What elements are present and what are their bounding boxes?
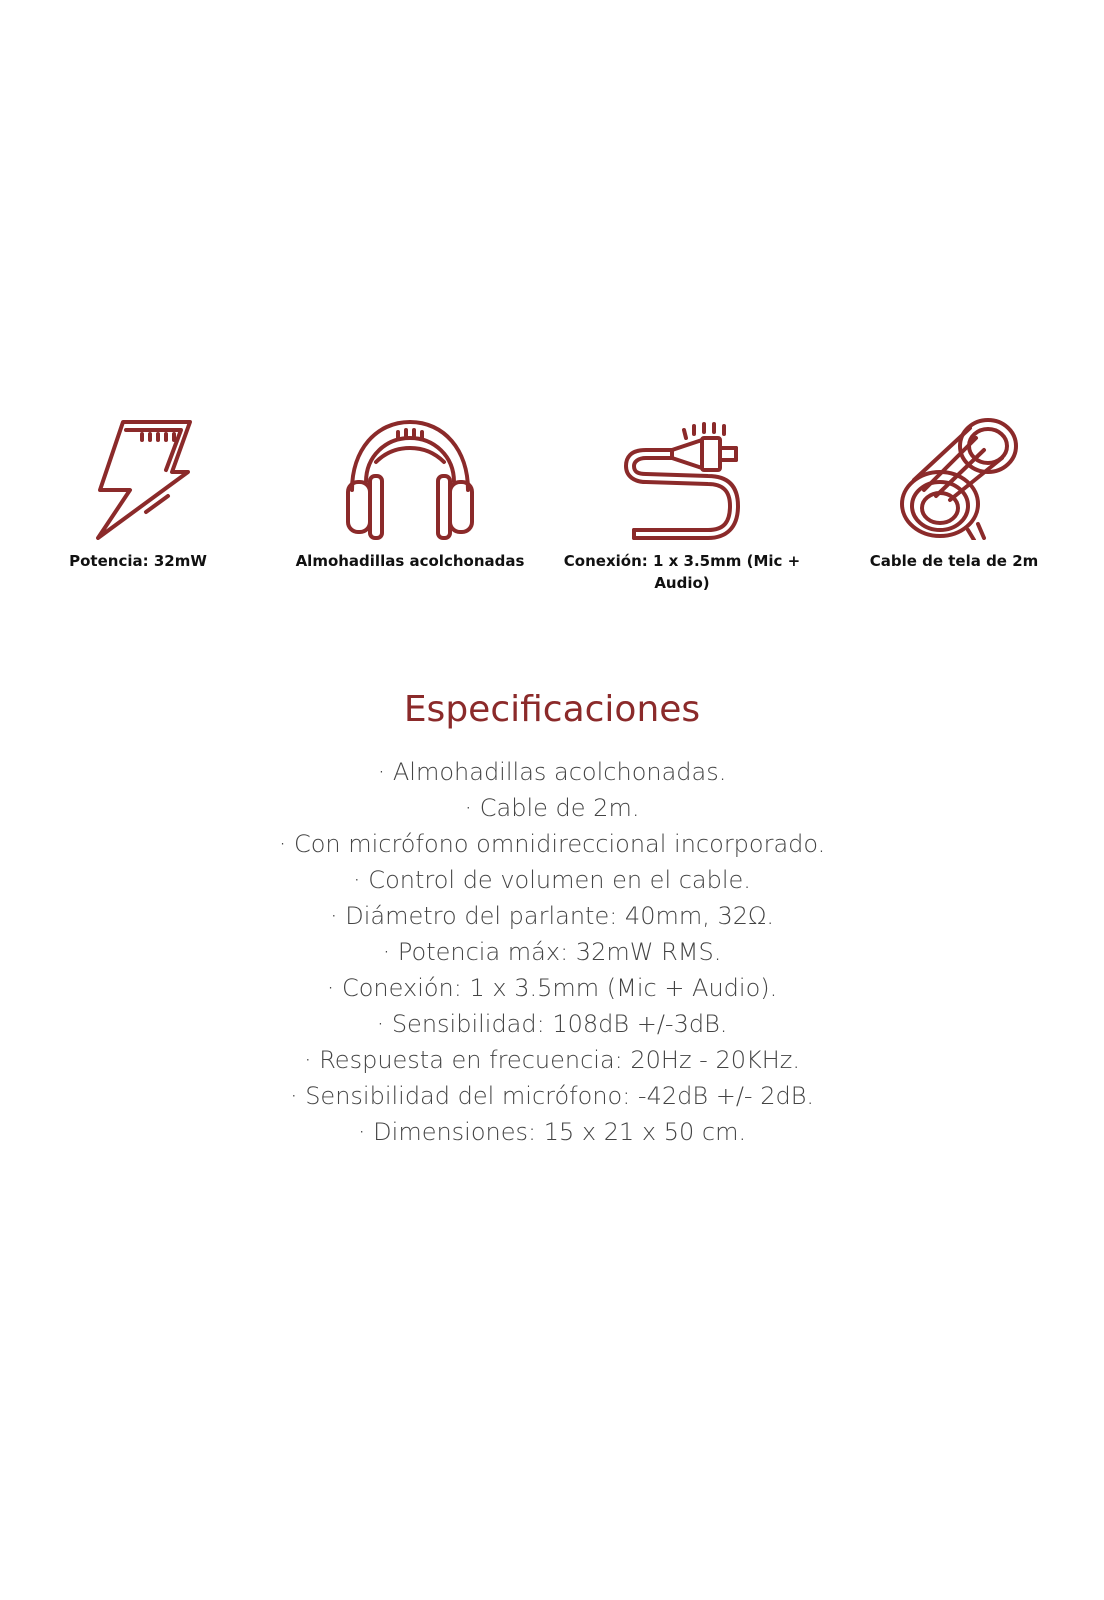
feature-power	[8, 410, 268, 572]
specifications-list	[0, 754, 1104, 1150]
spec-item: · Respuesta en frecuencia: 20Hz - 20KHz.	[303, 1046, 801, 1074]
spec-item: · Conexión: 1 x 3.5mm (Mic + Audio).	[326, 974, 778, 1002]
feature-cable	[824, 410, 1084, 572]
spec-item: · Potencia máx: 32mW RMS.	[382, 938, 722, 966]
audio-jack-cable-icon	[612, 410, 752, 540]
feature-label: Almohadillas acolchonadas	[295, 552, 525, 570]
features-row	[0, 410, 1104, 610]
feature-connection	[552, 410, 812, 594]
spec-item: · Con micrófono omnidireccional incorporado.	[278, 830, 826, 858]
spec-item: · Almohadillas acolchonadas.	[377, 758, 727, 786]
spec-item: · Sensibilidad: 108dB +/-3dB.	[376, 1010, 728, 1038]
feature-cushions	[280, 410, 540, 572]
spec-item: · Diámetro del parlante: 40mm, 32Ω.	[330, 902, 774, 930]
spec-item: · Sensibilidad del micrófono: -42dB +/- 2dB.	[289, 1082, 815, 1110]
feature-label: Conexión: 1 x 3.5mm (Mic + Audio)	[563, 552, 801, 592]
feature-label: Potencia: 32mW	[69, 552, 207, 570]
spec-item: · Cable de 2m.	[464, 794, 640, 822]
specifications-title: Especificaciones	[403, 689, 701, 730]
lightning-bolt-icon	[68, 410, 208, 540]
headphones-icon	[340, 410, 480, 540]
coiled-cable-icon	[884, 410, 1024, 540]
feature-label: Cable de tela de 2m	[869, 552, 1039, 570]
spec-item: · Control de volumen en el cable.	[353, 866, 751, 894]
specifications-section	[0, 688, 1104, 1150]
spec-item: · Dimensiones: 15 x 21 x 50 cm.	[357, 1118, 747, 1146]
